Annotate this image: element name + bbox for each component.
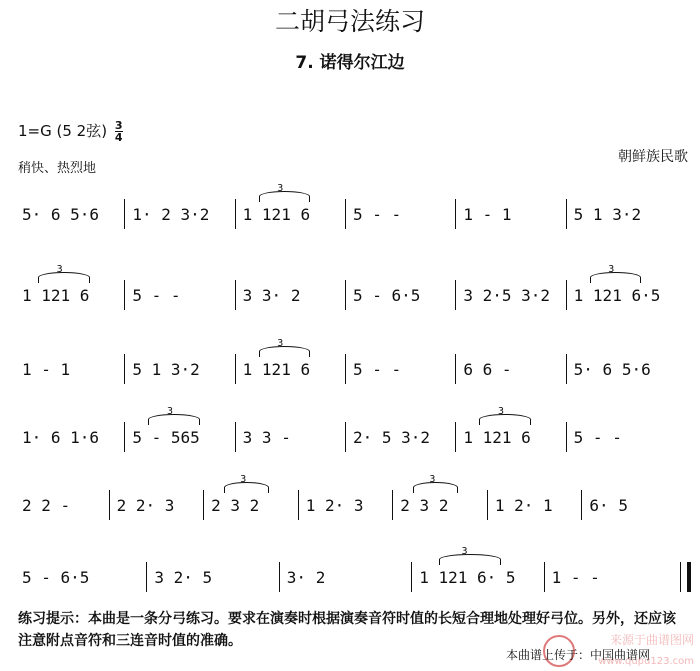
measure: 2 2· 3 (116, 496, 175, 515)
barline (455, 422, 456, 452)
measure: 2· 5 3·2 (353, 428, 431, 447)
staff-line (18, 474, 690, 524)
barline (566, 354, 567, 384)
page-title: 二胡弓法练习 (274, 7, 425, 36)
slur-mark (479, 414, 531, 425)
measure: 3 3 - (242, 428, 291, 447)
meter-bottom: 4 (114, 131, 123, 144)
barline (487, 490, 488, 520)
measure: 2 3 2 (400, 496, 449, 515)
slur-mark (259, 191, 311, 202)
barline (124, 354, 125, 384)
final-barline (680, 562, 691, 592)
barline (455, 199, 456, 229)
barline (235, 422, 236, 452)
slur-mark (224, 482, 269, 493)
triplet-mark: 3 (56, 264, 63, 275)
measure: 5 - - (353, 360, 402, 379)
barline (279, 562, 280, 592)
barline (345, 199, 346, 229)
triplet-mark: 3 (429, 474, 436, 485)
upload-footer: 本曲谱上传于：中国曲谱网 (506, 648, 651, 662)
key-label: 1=G (5 2弦) (18, 122, 108, 140)
staff-line (18, 338, 690, 388)
measure: 3 3· 2 (242, 286, 301, 305)
barline (235, 199, 236, 229)
triplet-mark: 3 (277, 183, 284, 194)
triplet-mark: 3 (461, 546, 468, 557)
measure: 1 121 6· 5 (419, 568, 516, 587)
triplet-mark: 3 (497, 406, 504, 417)
staff-line (18, 264, 690, 314)
measure: 1 - - (551, 568, 600, 587)
barline (124, 280, 125, 310)
staff-line (18, 406, 690, 456)
measure: 5· 6 5·6 (22, 205, 100, 224)
measure: 3 2· 5 (154, 568, 213, 587)
measure: 5 - 6·5 (353, 286, 421, 305)
barline (235, 354, 236, 384)
time-signature (115, 120, 123, 143)
barline (581, 490, 582, 520)
watermark-text: 来源于曲谱图网 (609, 633, 694, 647)
barline (411, 562, 412, 592)
barline (455, 280, 456, 310)
measure: 5 1 3·2 (573, 205, 642, 224)
measure: 3 2·5 3·2 (463, 286, 551, 305)
measure: 5 - - (132, 286, 181, 305)
measure: 2 2 - (22, 496, 71, 515)
staff-line (18, 183, 690, 233)
barline (566, 280, 567, 310)
triplet-mark: 3 (166, 406, 173, 417)
song-origin: 朝鲜族民歌 (618, 149, 688, 165)
measure: 5 - - (353, 205, 402, 224)
measure: 5 - - (573, 428, 622, 447)
measure: 2 3 2 (211, 496, 260, 515)
measure: 6· 5 (589, 496, 628, 515)
slur-mark (413, 482, 458, 493)
barline (345, 280, 346, 310)
triplet-mark: 3 (240, 474, 247, 485)
barline (146, 562, 147, 592)
barline (544, 562, 545, 592)
measure: 6 6 - (463, 360, 512, 379)
barline (109, 490, 110, 520)
meter-top: 3 (114, 119, 123, 132)
tempo-marking: 稍快、热烈地 (18, 161, 97, 176)
measure: 1 2· 3 (305, 496, 364, 515)
measure: 1 121 6 (463, 428, 531, 447)
barline (203, 490, 204, 520)
slur-mark (439, 554, 501, 565)
barline (455, 354, 456, 384)
measure: 1 121 6 (242, 360, 311, 379)
measure: 3· 2 (286, 568, 326, 587)
barline (566, 422, 567, 452)
measure: 5 - 565 (132, 428, 200, 447)
triplet-mark: 3 (608, 264, 615, 275)
barline (235, 280, 236, 310)
barline (392, 490, 393, 520)
measure: 5 1 3·2 (132, 360, 200, 379)
slur-mark (259, 346, 311, 357)
barline (298, 490, 299, 520)
slur-mark (148, 414, 200, 425)
measure: 1 - 1 (22, 360, 71, 379)
measure: 1 - 1 (463, 205, 512, 224)
triplet-mark: 3 (277, 338, 284, 349)
barline (345, 354, 346, 384)
song-title: 7. 诺得尔江边 (295, 53, 405, 73)
staff-line (18, 546, 690, 596)
measure: 5 - 6·5 (22, 568, 90, 587)
barline (124, 199, 125, 229)
key-signature (18, 120, 123, 143)
measure: 1 121 6 (242, 205, 311, 224)
slur-mark (590, 272, 642, 283)
watermark-url: www.qupu123.com (598, 656, 694, 667)
barline (345, 422, 346, 452)
measure: 1 121 6 (22, 286, 90, 305)
slur-mark (38, 272, 90, 283)
measure: 5· 6 5·6 (573, 360, 651, 379)
measure: 1 2· 1 (494, 496, 553, 515)
practice-tips: 练习提示：本曲是一条分弓练习。要求在演奏时根据演奏音符时值的长短合理地处理好弓位。另外，还应该注意附点音符和三连音时值的准确。 (18, 611, 676, 649)
measure: 1· 2 3·2 (132, 205, 210, 224)
measure: 1· 6 1·6 (22, 428, 100, 447)
measure: 1 121 6·5 (573, 286, 661, 305)
barline (124, 422, 125, 452)
barline (566, 199, 567, 229)
